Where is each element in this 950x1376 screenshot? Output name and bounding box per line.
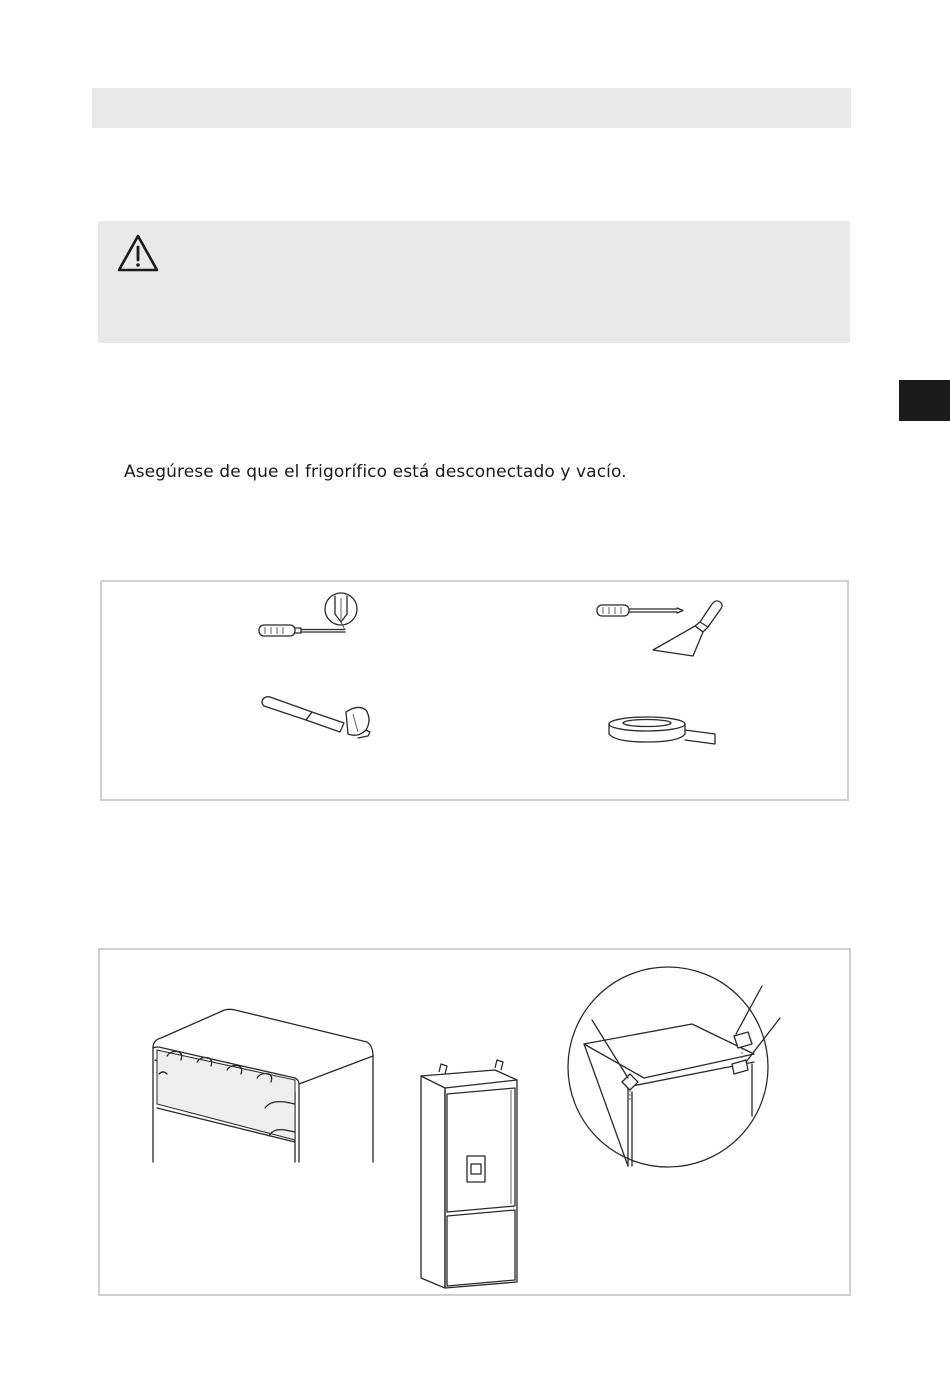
warning-box [98,221,850,343]
side-tab-marker [899,380,950,421]
section-header-bar [92,88,851,128]
fridge-full-illustration [415,1060,525,1292]
flat-screwdriver-and-putty-knife-icon [595,596,755,662]
adhesive-tape-icon [605,712,725,752]
hinge-detail-illustration [566,966,786,1176]
fridge-top-taped-illustration [145,1000,385,1170]
warning-triangle-icon [116,233,160,273]
instruction-text: Asegúrese de que el frigorífico está desconectado y vacío. [124,462,627,482]
socket-wrench-icon [258,690,378,745]
phillips-screwdriver-icon [255,590,365,645]
